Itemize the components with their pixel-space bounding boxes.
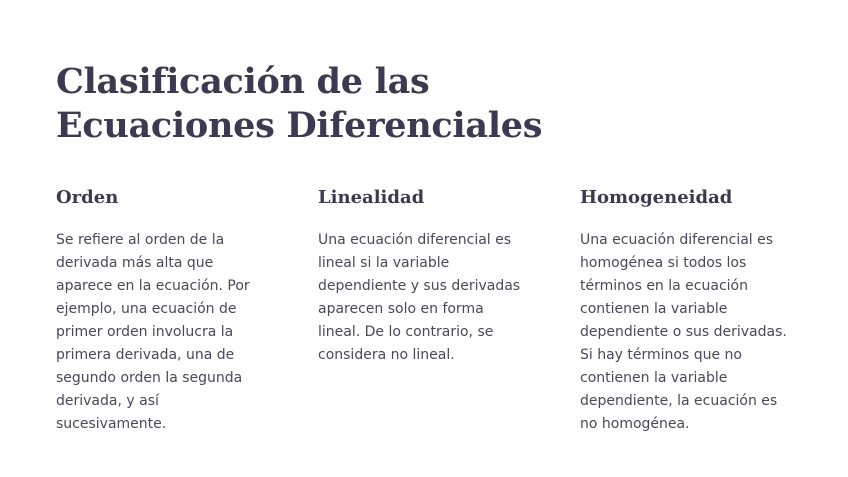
column-heading: Homogeneidad	[580, 187, 733, 208]
page-title: Clasificación de las Ecuaciones Diferenciales	[56, 61, 543, 146]
column-body: Una ecuación diferencial es lineal si la variable dependiente y sus derivadas aparecen solo en forma lineal. De lo contrario, se considera no lineal.	[318, 232, 521, 363]
column-body: Una ecuación diferencial es homogénea si todos los términos en la ecuación contienen la variable dependiente o sus derivadas. Si hay términos que no contienen la variable dependiente, la ecuación es no homogénea.	[580, 232, 787, 432]
column-orden	[56, 186, 266, 436]
column-heading: Orden	[56, 187, 119, 208]
column-heading: Linealidad	[318, 187, 425, 208]
columns	[56, 186, 792, 436]
column-body: Se refiere al orden de la derivada más alta que aparece en la ecuación. Por ejemplo, una ecuación de primer orden involucra la primera derivada, una de segundo orden la segunda derivada, y así sucesivamente.	[56, 232, 250, 432]
column-linealidad	[318, 186, 528, 436]
column-homogeneidad	[580, 186, 790, 436]
